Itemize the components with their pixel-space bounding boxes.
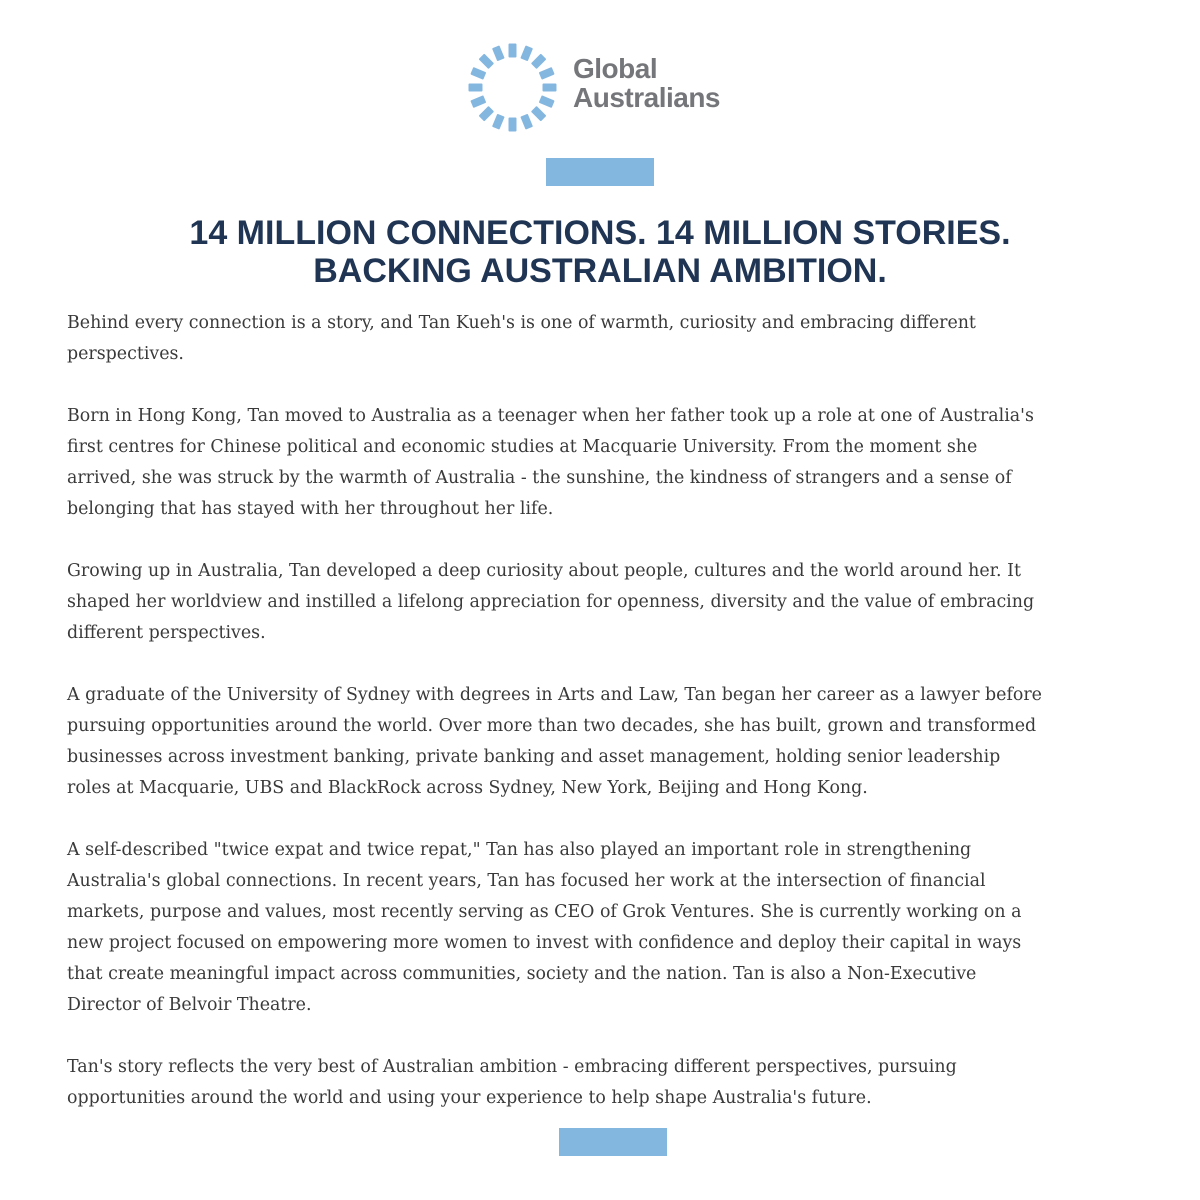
logo-dash xyxy=(539,95,555,108)
paragraph-line: shaped her worldview and instilled a lifelong appreciation for openness, diversity and the value of embracing xyxy=(67,592,1035,612)
logo-line-australians: Australians xyxy=(573,82,720,113)
logo-dash xyxy=(520,45,533,61)
headline xyxy=(0,214,1200,290)
paragraph-line: A graduate of the University of Sydney with degrees in Arts and Law, Tan began her career as a lawyer before xyxy=(67,685,1042,705)
paragraph-line: businesses across investment banking, private banking and asset management, holding senior leadership xyxy=(67,747,1001,767)
sunburst-ring-icon xyxy=(465,40,560,135)
story-body xyxy=(67,308,1147,1145)
paragraph-line: markets, purpose and values, most recently serving as CEO of Grok Ventures. She is currently working on a xyxy=(67,902,1022,922)
logo-dash xyxy=(509,44,517,58)
story-paragraph xyxy=(67,401,1147,525)
logo-dash xyxy=(543,84,557,92)
story-paragraph xyxy=(67,308,1147,370)
story-paragraph xyxy=(67,680,1147,804)
paragraph-line: opportunities around the world and using your experience to help shape Australia's future. xyxy=(67,1088,872,1108)
paragraph-line: perspectives. xyxy=(67,344,184,364)
paragraph-line: Born in Hong Kong, Tan moved to Australia as a teenager when her father took up a role at one of Australia's xyxy=(67,406,1034,426)
paragraph-line: that create meaningful impact across communities, society and the nation. Tan is also a Non-Executive xyxy=(67,964,977,984)
paragraph-line: Director of Belvoir Theatre. xyxy=(67,995,312,1015)
headline-line-2: BACKING AUSTRALIAN AMBITION. xyxy=(313,252,887,290)
logo-dash xyxy=(539,67,555,80)
logo-dash xyxy=(520,114,533,130)
story-paragraph xyxy=(67,835,1147,1021)
logo-dash xyxy=(469,84,483,92)
logo-dash xyxy=(531,54,547,70)
paragraph-line: new project focused on empowering more women to invest with confidence and deploy their capital in ways xyxy=(67,933,1022,953)
paragraph-line: belonging that has stayed with her throughout her life. xyxy=(67,499,554,519)
logo-dash xyxy=(492,114,505,130)
logo-dash xyxy=(509,118,517,132)
headline-line-1: 14 MILLION CONNECTIONS. 14 MILLION STORIES. xyxy=(189,214,1011,252)
story-paragraph xyxy=(67,556,1147,649)
paragraph-line: Growing up in Australia, Tan developed a deep curiosity about people, cultures and the world around her. It xyxy=(67,561,1021,581)
paragraph-line: A self-described "twice expat and twice repat," Tan has also played an important role in strengthening xyxy=(67,840,972,860)
logo-dash xyxy=(470,95,486,108)
paragraph-line: different perspectives. xyxy=(67,623,266,643)
logo-wordmark xyxy=(573,54,720,112)
paragraph-line: Australia's global connections. In recent years, Tan has focused her work at the intersection of financial xyxy=(67,871,986,891)
accent-bar-top xyxy=(546,158,654,186)
paragraph-line: arrived, she was struck by the warmth of Australia - the sunshine, the kindness of strangers and a sense of xyxy=(67,468,1012,488)
story-paragraph xyxy=(67,1052,1147,1114)
logo-line-global: Global xyxy=(573,53,658,84)
paragraph-line: Tan's story reflects the very best of Australian ambition - embracing different perspectives, pursuing xyxy=(67,1057,957,1077)
logo-dash xyxy=(479,54,495,70)
logo-dash xyxy=(531,106,547,122)
logo-dash xyxy=(470,67,486,80)
global-australians-logo xyxy=(465,40,750,135)
paragraph-line: Behind every connection is a story, and Tan Kueh's is one of warmth, curiosity and embracing different xyxy=(67,313,976,333)
paragraph-line: roles at Macquarie, UBS and BlackRock across Sydney, New York, Beijing and Hong Kong. xyxy=(67,778,868,798)
paragraph-line: pursuing opportunities around the world. Over more than two decades, she has built, grown and transformed xyxy=(67,716,1037,736)
logo-dash xyxy=(492,45,505,61)
paragraph-line: first centres for Chinese political and economic studies at Macquarie University. From the moment she xyxy=(67,437,978,457)
accent-bar-bottom xyxy=(559,1128,667,1156)
logo-dash xyxy=(479,106,495,122)
